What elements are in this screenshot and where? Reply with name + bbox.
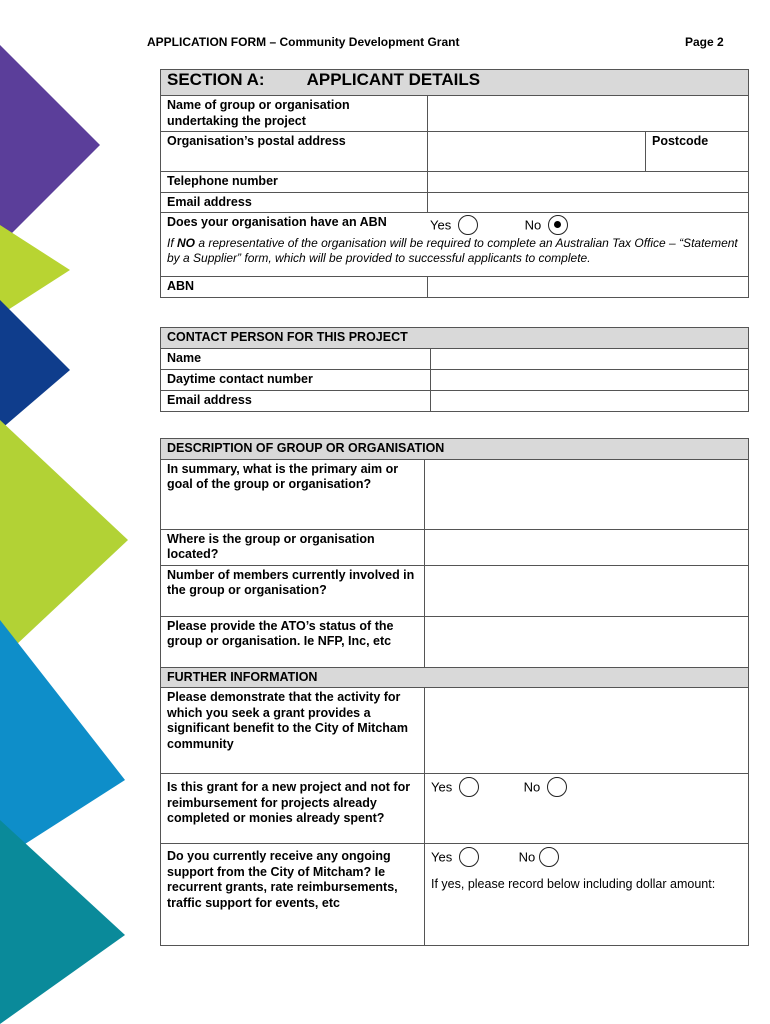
- section-a-prefix: SECTION A:: [167, 70, 265, 89]
- applicant-details-table: [160, 69, 749, 298]
- telephone-label: Telephone number: [161, 172, 428, 193]
- new-project-no-radio[interactable]: [547, 777, 567, 797]
- abn-no-label: No: [524, 217, 542, 233]
- new-project-yes-label: Yes: [431, 779, 453, 795]
- located-label: Where is the group or organisation located?: [161, 529, 425, 565]
- contact-email-field[interactable]: [431, 390, 749, 411]
- new-project-label: Is this grant for a new project and not for reimbursement for projects already completed or monies already spent?: [161, 774, 425, 844]
- navy-diamond: [0, 300, 70, 430]
- benefit-label: Please demonstrate that the activity for which you seek a grant provides a significant benefit to the City of Mitcham community: [161, 688, 425, 774]
- ongoing-yes-label: Yes: [431, 849, 453, 865]
- contact-name-label: Name: [161, 348, 431, 369]
- email-field[interactable]: [428, 192, 749, 213]
- blue-diamond: [0, 620, 125, 860]
- decorative-side-shapes: [0, 0, 140, 1024]
- benefit-field[interactable]: [425, 688, 749, 774]
- contact-person-table: [160, 327, 749, 412]
- aim-field[interactable]: [425, 459, 749, 529]
- abn-question-label: Does your organisation have an ABN: [167, 215, 387, 229]
- new-project-yes-no: [425, 774, 749, 844]
- abn-field[interactable]: [428, 277, 749, 298]
- abn-yes-no: [428, 215, 568, 235]
- ongoing-no-label: No: [518, 849, 536, 865]
- group-name-field[interactable]: [428, 96, 749, 132]
- new-project-yes-radio[interactable]: [459, 777, 479, 797]
- email-label: Email address: [161, 192, 428, 213]
- new-project-no-label: No: [523, 779, 541, 795]
- abn-question-row: [161, 213, 749, 277]
- postcode-label[interactable]: Postcode: [646, 132, 749, 172]
- abn-yes-radio[interactable]: [458, 215, 478, 235]
- ongoing-yes-radio[interactable]: [459, 847, 479, 867]
- members-label: Number of members currently involved in the group or organisation?: [161, 565, 425, 616]
- postal-address-field[interactable]: [428, 132, 646, 172]
- postal-address-label: Organisation’s postal address: [161, 132, 428, 172]
- abn-yes-label: Yes: [430, 217, 452, 233]
- description-table: [160, 438, 749, 946]
- contact-heading: CONTACT PERSON FOR THIS PROJECT: [161, 328, 749, 349]
- abn-no-radio[interactable]: [548, 215, 568, 235]
- telephone-field[interactable]: [428, 172, 749, 193]
- page-header-title: APPLICATION FORM – Community Development Grant: [147, 35, 460, 49]
- description-heading: DESCRIPTION OF GROUP OR ORGANISATION: [161, 439, 749, 460]
- aim-label: In summary, what is the primary aim or goal of the group or organisation?: [161, 459, 425, 529]
- ato-status-field[interactable]: [425, 616, 749, 667]
- group-name-label: Name of group or organisation undertaking the project: [161, 96, 428, 132]
- abn-note-prefix: If: [167, 236, 178, 250]
- section-a-title: APPLICANT DETAILS: [306, 70, 481, 89]
- ongoing-yes-no: [431, 847, 742, 867]
- section-a-heading: [161, 70, 749, 96]
- abn-note: [167, 236, 742, 266]
- ongoing-support-cell: [425, 844, 749, 946]
- lime-diamond-small: [0, 225, 70, 315]
- ongoing-support-label: Do you currently receive any ongoing support from the City of Mitcham? Ie recurrent grants, rate reimbursements, traffic support for events, etc: [161, 844, 425, 946]
- purple-diamond: [0, 45, 100, 245]
- contact-name-field[interactable]: [431, 348, 749, 369]
- ongoing-no-radio[interactable]: [539, 847, 559, 867]
- abn-note-bold: NO: [177, 236, 196, 250]
- page-number: Page 2: [685, 35, 724, 49]
- members-field[interactable]: [425, 565, 749, 616]
- abn-note-rest: a representative of the organisation will be required to complete an Australian Tax Office – “Statement by a Supplier” form, which will be provided to successful applicants to complete.: [167, 236, 738, 265]
- lime-diamond-large: [0, 420, 128, 660]
- located-field[interactable]: [425, 529, 749, 565]
- ato-status-label: Please provide the ATO’s status of the group or organisation. Ie NFP, Inc, etc: [161, 616, 425, 667]
- contact-daytime-field[interactable]: [431, 369, 749, 390]
- ongoing-note: If yes, please record below including dollar amount:: [431, 877, 716, 891]
- teal-diamond: [0, 820, 125, 1024]
- contact-email-label: Email address: [161, 390, 431, 411]
- abn-label: ABN: [161, 277, 428, 298]
- further-info-heading: FURTHER INFORMATION: [161, 667, 749, 688]
- contact-daytime-label: Daytime contact number: [161, 369, 431, 390]
